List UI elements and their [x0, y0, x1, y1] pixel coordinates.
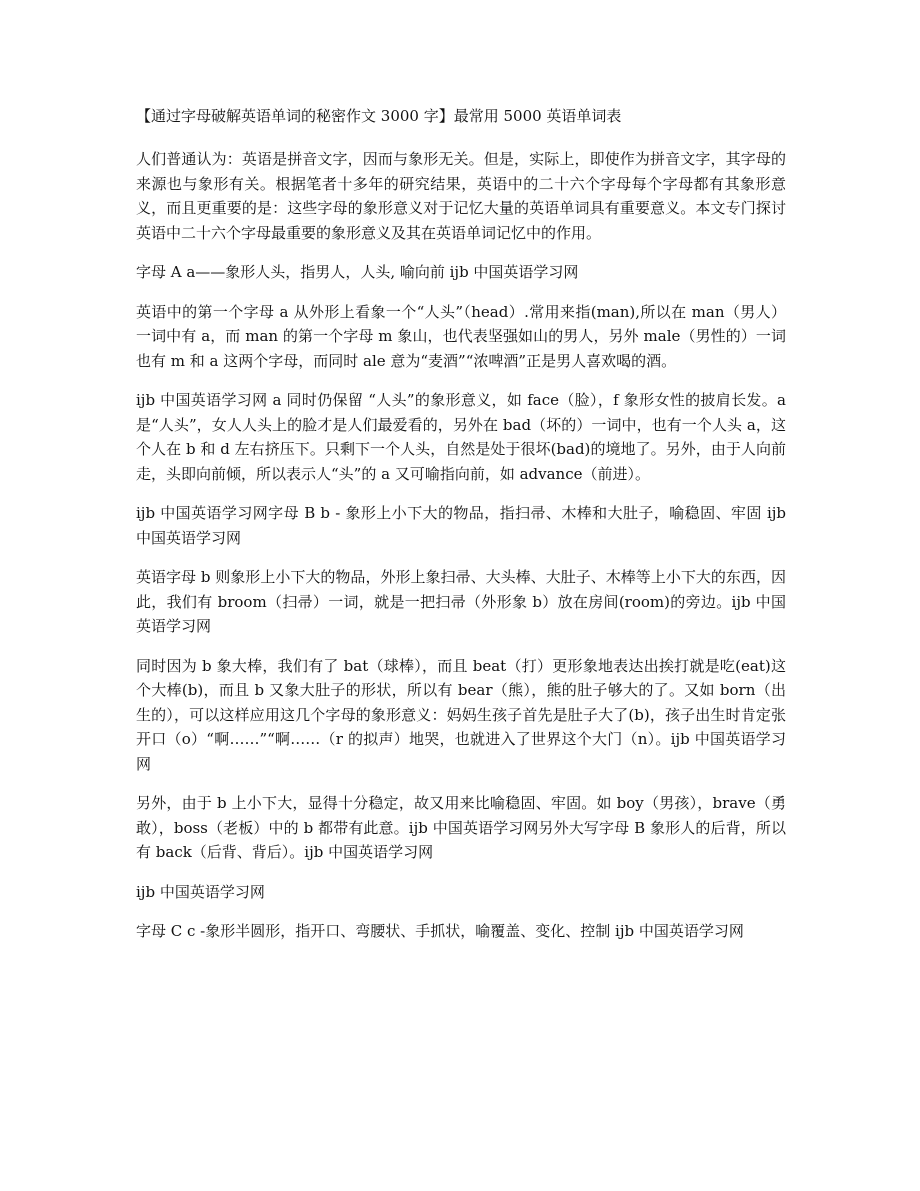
document-page — [136, 104, 786, 959]
paragraph: ijb 中国英语学习网字母 B b - 象形上小下大的物品，指扫帚、木棒和大肚子，喻稳固、牢固 ijb 中国英语学习网 — [136, 504, 786, 547]
paragraph: ijb 中国英语学习网 a 同时仍保留 “人头”的象形意义，如 face（脸），f 象形女性的披肩长发。a 是“人头”，女人人头上的脸才是人们最爱看的，另外在 bad（坏的）一词中，也有一个人头 a，这个人在 b 和 d 左右挤压下。只剩下一个人头，自然是处于很坏(bad)的境地了。另外，由于人向前走，头即向前倾，所以表示人“头”的 a 又可喻指向前，如 advance（前进）。 — [136, 391, 786, 483]
document-title: 【通过字母破解英语单词的秘密作文 3000 字】最常用 5000 英语单词表 — [136, 107, 622, 125]
paragraph: ijb 中国英语学习网 — [136, 882, 265, 901]
paragraph: 同时因为 b 象大棒，我们有了 bat（球棒），而且 beat（打）更形象地表达出挨打就是吃(eat)这个大棒(b)，而且 b 又象大肚子的形状，所以有 bear（熊），熊的肚子够大的了。又如 born（出生的），可以这样应用这几个字母的象形意义：妈妈生孩子首先是肚子大了(b)，孩子出生时肯定张开口（o）“啊……”“啊……（r 的拟声）地哭，也就进入了世界这个大门（n）。ijb 中国英语学习网 — [136, 656, 786, 773]
paragraph: 另外，由于 b 上小下大，显得十分稳定，故又用来比喻稳固、牢固。如 boy（男孩），brave（勇敢），boss（老板）中的 b 都带有此意。ijb 中国英语学习网另外大写字母 B 象形人的后背，所以有 back（后背、背后）。ijb 中国英语学习网 — [136, 794, 786, 861]
paragraph: 英语字母 b 则象形上小下大的物品，外形上象扫帚、大头棒、大肚子、木棒等上小下大的东西，因此，我们有 broom（扫帚）一词，就是一把扫帚（外形象 b）放在房间(room)的旁边。ijb 中国英语学习网 — [136, 568, 786, 635]
paragraph: 英语中的第一个字母 a 从外形上看象一个“人头”（head）.常用来指(man),所以在 man（男人）一词中有 a，而 man 的第一个字母 m 象山，也代表坚强如山的男人，另外 male（男性的）一词也有 m 和 a 这两个字母，而同时 ale 意为“麦酒”“浓啤酒”正是男人喜欢喝的酒。 — [136, 302, 786, 370]
paragraph: 字母 A a——象形人头，指男人，人头, 喻向前 ijb 中国英语学习网 — [136, 263, 579, 281]
paragraph: 字母 C c -象形半圆形，指开口、弯腰状、手抓状，喻覆盖、变化、控制 ijb 中国英语学习网 — [136, 922, 744, 940]
paragraph: 人们普通认为：英语是拼音文字，因而与象形无关。但是，实际上，即使作为拼音文字，其字母的来源也与象形有关。根据笔者十多年的研究结果，英语中的二十六个字母每个字母都有其象形意义，而且更重要的是：这些字母的象形意义对于记忆大量的英语单词具有重要意义。本文专门探讨英语中二十六个字母最重要的象形意义及其在英语单词记忆中的作用。 — [136, 150, 786, 242]
